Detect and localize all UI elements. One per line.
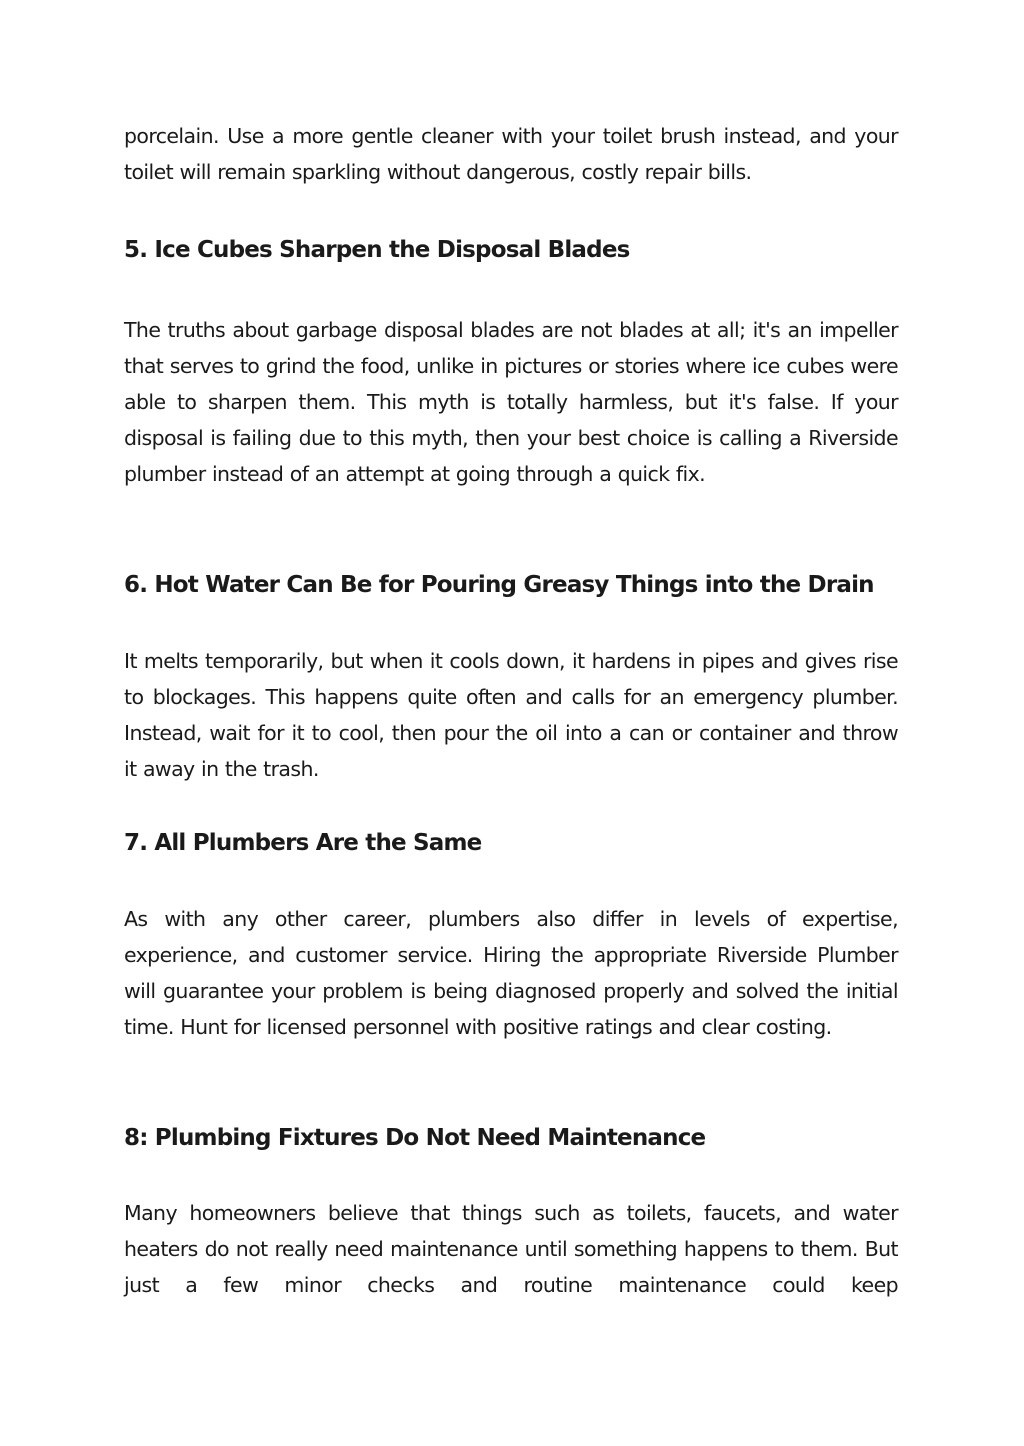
section-5-heading: 5. Ice Cubes Sharpen the Disposal Blades <box>124 237 630 263</box>
section-8-heading: 8: Plumbing Fixtures Do Not Need Maintenance <box>124 1125 706 1151</box>
section-8-body: Many homeowners believe that things such as toilets, faucets, and water heaters do not really need maintenance until something happens to them. But just a few minor checks and routine maintenance could keep <box>124 1201 898 1297</box>
section-6-body: It melts temporarily, but when it cools down, it hardens in pipes and gives rise to blockages. This happens quite often and calls for an emergency plumber. Instead, wait for it to cool, then pour the oil into a can or container and throw it away in the trash. <box>124 649 898 781</box>
section-5-body: The truths about garbage disposal blades are not blades at all; it's an impeller that serves to grind the food, unlike in pictures or stories where ice cubes were able to sharpen them. This myth is totally harmless, but it's false. If your disposal is failing due to this myth, then your best choice is calling a Riverside plumber instead of an attempt at going through a quick fix. <box>124 318 898 486</box>
section-6-heading: 6. Hot Water Can Be for Pouring Greasy Things into the Drain <box>124 572 874 598</box>
section-7-body: As with any other career, plumbers also differ in levels of expertise, experience, and customer service. Hiring the appropriate Riverside Plumber will guarantee your problem is being diagnosed properly and solved the initial time. Hunt for licensed personnel with positive ratings and clear costing. <box>124 907 898 1039</box>
intro-paragraph: porcelain. Use a more gentle cleaner with your toilet brush instead, and your toilet will remain sparkling without dangerous, costly repair bills. <box>124 124 898 184</box>
section-7-heading: 7. All Plumbers Are the Same <box>124 830 482 856</box>
